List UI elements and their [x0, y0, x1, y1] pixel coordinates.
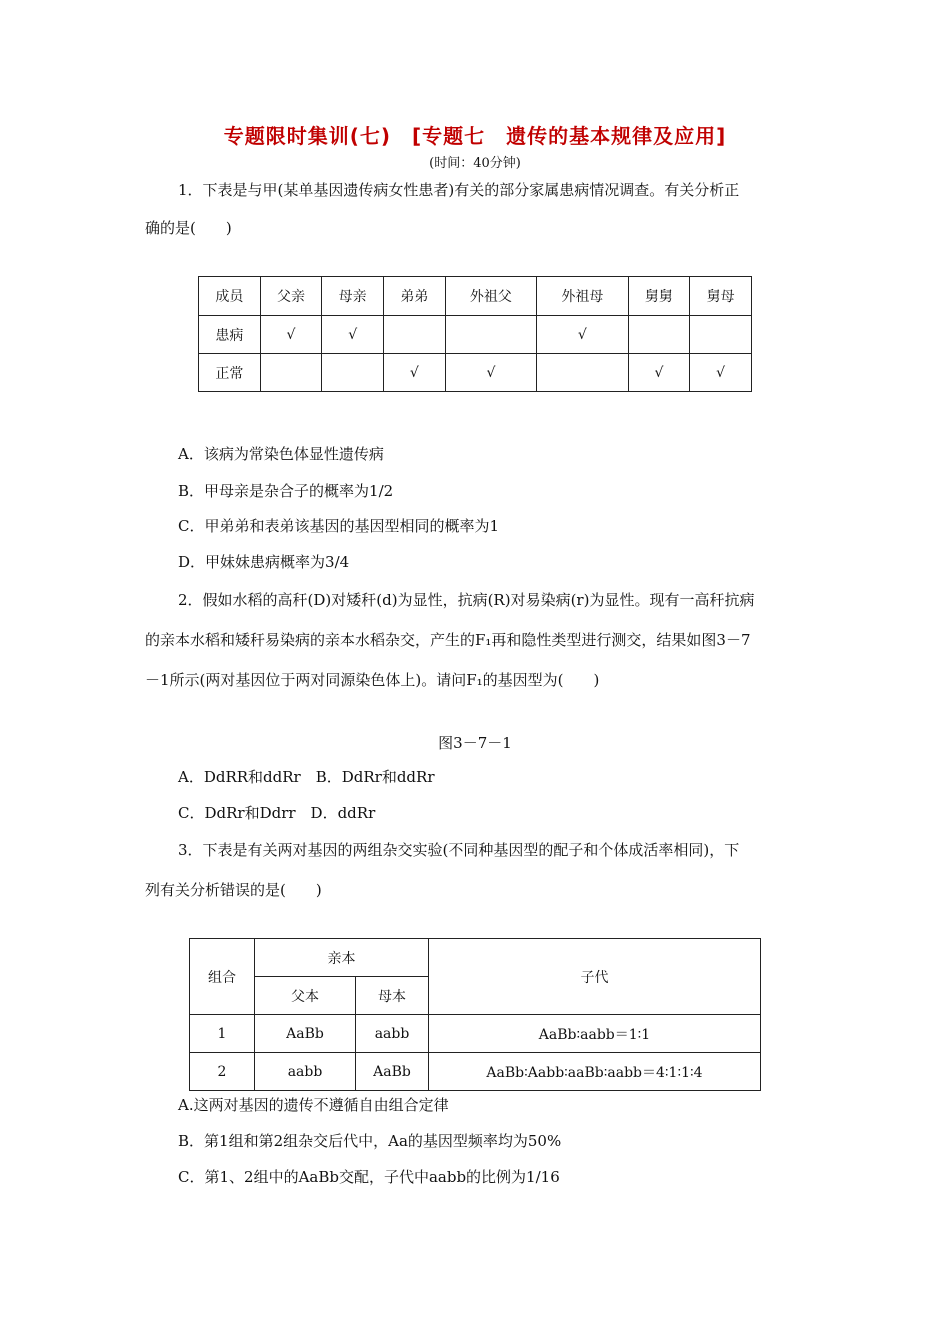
- q3-option-b: B．第1组和第2组杂交后代中，Aa的基因型频率均为50%: [178, 1132, 562, 1150]
- q1-option-a: A．该病为常染色体显性遗传病: [178, 445, 384, 463]
- table-cell: √: [384, 354, 446, 392]
- time-limit: (时间：40分钟): [429, 156, 521, 171]
- q3-option-c: C．第1、2组中的AaBb交配，子代中aabb的比例为1/16: [178, 1168, 560, 1186]
- q2-options-line2: C．DdRr和Ddrr D．ddRr: [178, 804, 376, 822]
- table-header-cell: 外祖母: [537, 277, 628, 316]
- table-cell: 正常: [199, 354, 261, 392]
- q2-stem-line1: 2．假如水稻的高秆(D)对矮秆(d)为显性，抗病(R)对易染病(r)为显性。现有一高秆抗病: [178, 591, 755, 609]
- table-cell: √: [537, 316, 628, 354]
- figure-caption: 图3－7－1: [438, 734, 512, 752]
- document-title: 专题限时集训(七) [专题七 遗传的基本规律及应用]: [223, 124, 727, 148]
- table-header-row: [190, 939, 761, 977]
- table-row: [190, 1015, 761, 1053]
- table-cell: AaBb∶Aabb∶aaBb∶aabb＝4∶1∶1∶4: [429, 1053, 761, 1091]
- q1-option-d: D．甲妹妹患病概率为3/4: [178, 553, 350, 571]
- table-cell: 患病: [199, 316, 261, 354]
- q1-family-table: [198, 276, 752, 392]
- q3-option-a: A.这两对基因的遗传不遵循自由组合定律: [178, 1096, 449, 1114]
- table-row: [199, 354, 752, 392]
- q1-option-c: C．甲弟弟和表弟该基因的基因型相同的概率为1: [178, 517, 500, 535]
- table-cell: √: [445, 354, 536, 392]
- table-cell: √: [260, 316, 322, 354]
- table-cell: [322, 354, 384, 392]
- table-cell: aabb: [255, 1053, 356, 1091]
- table-cell: 2: [190, 1053, 255, 1091]
- table-cell: AaBb: [356, 1053, 429, 1091]
- table-header-cell: 成员: [199, 277, 261, 316]
- table-cell: 1: [190, 1015, 255, 1053]
- q1-stem-line1: 1．下表是与甲(某单基因遗传病女性患者)有关的部分家属患病情况调查。有关分析正: [178, 181, 740, 199]
- q2-stem-line3: －1所示(两对基因位于两对同源染色体上)。请问F₁的基因型为( ): [145, 671, 600, 689]
- table-header-cell: 舅舅: [628, 277, 690, 316]
- table-header-cell: 母本: [356, 977, 429, 1015]
- q2-options-line1: A．DdRR和ddRr B．DdRr和ddRr: [178, 768, 435, 786]
- table-cell: [537, 354, 628, 392]
- table-header-cell: 外祖父: [445, 277, 536, 316]
- table-header-cell: 亲本: [255, 939, 429, 977]
- table-cell: [690, 316, 752, 354]
- q3-stem-line2: 列有关分析错误的是( ): [145, 881, 322, 899]
- q2-stem-line2: 的亲本水稻和矮秆易染病的亲本水稻杂交，产生的F₁再和隐性类型进行测交，结果如图3－7: [145, 631, 751, 649]
- table-header-cell: 母亲: [322, 277, 384, 316]
- table-cell: [445, 316, 536, 354]
- q3-cross-table: [189, 938, 761, 1091]
- table-header-cell: 组合: [190, 939, 255, 1015]
- table-header-cell: 弟弟: [384, 277, 446, 316]
- table-row: [199, 316, 752, 354]
- table-cell: [260, 354, 322, 392]
- table-header-cell: 子代: [429, 939, 761, 1015]
- table-cell: √: [690, 354, 752, 392]
- table-cell: [628, 316, 690, 354]
- q3-stem-line1: 3．下表是有关两对基因的两组杂交实验(不同种基因型的配子和个体成活率相同)，下: [178, 841, 740, 859]
- q1-option-b: B．甲母亲是杂合子的概率为1/2: [178, 482, 394, 500]
- table-cell: AaBb∶aabb＝1∶1: [429, 1015, 761, 1053]
- table-cell: AaBb: [255, 1015, 356, 1053]
- table-cell: aabb: [356, 1015, 429, 1053]
- table-header-cell: 父亲: [260, 277, 322, 316]
- table-header-cell: 舅母: [690, 277, 752, 316]
- table-row: [190, 1053, 761, 1091]
- q1-stem-line2: 确的是( ): [145, 219, 232, 237]
- table-header-row: [199, 277, 752, 316]
- table-cell: [384, 316, 446, 354]
- table-cell: √: [322, 316, 384, 354]
- table-cell: √: [628, 354, 690, 392]
- table-header-cell: 父本: [255, 977, 356, 1015]
